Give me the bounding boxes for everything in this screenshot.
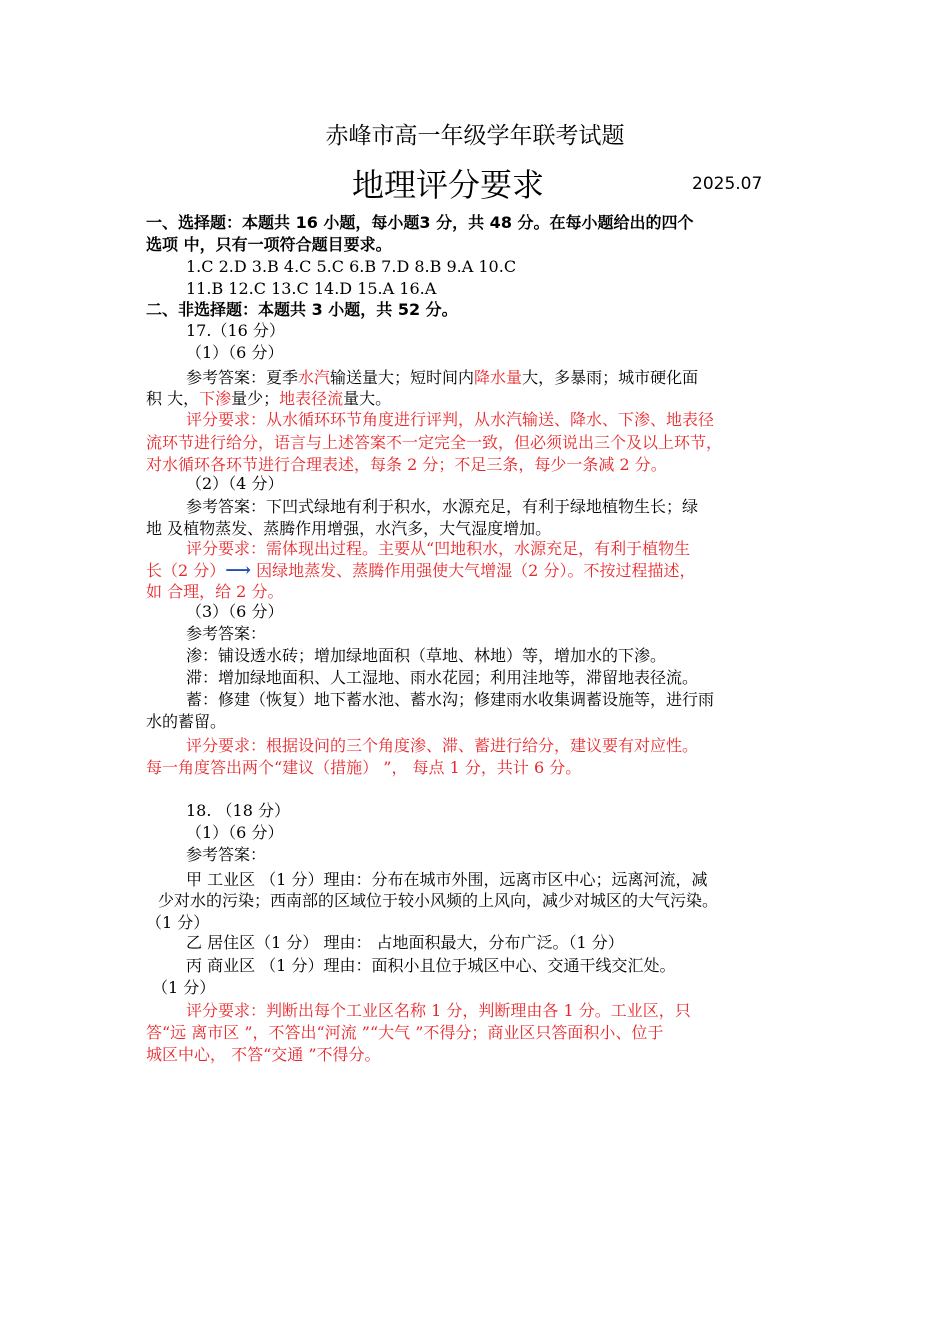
arrow-right-icon: ⟶: [225, 560, 252, 581]
keyword-highlight: 水汽: [298, 368, 331, 387]
exam-title: 赤峰市高一年级学年联考试题: [325, 123, 625, 149]
q17-part1-requirement: 评分要求：从水循环环节角度进行评判，从水汽输送、降水、下渗、地表径: [186, 410, 715, 429]
q17-part3-requirement-cont: 每一角度答出两个“建议（措施） ”， 每点 1 分，共计 6 分。: [146, 758, 582, 777]
q18-answer-yi: 乙 居住区（1 分） 理由： 占地面积最大，分布广泛。（1 分）: [186, 933, 624, 952]
q17-part3-answer-store-cont: 水的蓄留。: [146, 712, 227, 731]
q18-answer-jia: 甲 工业区 （1 分）理由：分布在城市外围，远离市区中心；远离河流，减: [186, 870, 708, 889]
q18-answer-bing-cont: （1 分）: [152, 978, 216, 997]
section2-heading: 二、非选择题：本题共 3 小题，共 52 分。: [146, 300, 458, 319]
q17-part3-answer-store: 蓄：修建（恢复）地下蓄水池、蓄水沟；修建雨水收集调蓄设施等，进行雨: [186, 690, 715, 709]
q18-part1-requirement: 评分要求：判断出每个工业区名称 1 分，判断理由各 1 分。工业区，只: [186, 1001, 691, 1020]
q18-part1-requirement-cont: 答“远 离市区 ”，不答出“河流 ”“大气 ”不得分；商业区只答面积小、位于: [146, 1023, 664, 1042]
q18-part1-label: （1）（6 分）: [186, 823, 284, 842]
q17-part2-label: （2）（4 分）: [186, 474, 284, 493]
answer-text: 大，多暴雨；城市硬化面: [522, 368, 699, 387]
answer-text: 量少；: [231, 389, 280, 408]
q18-answer-bing: 丙 商业区 （1 分）理由：面积小且位于城区中心、交通干线交汇处。: [186, 956, 676, 975]
page-title: 地理评分要求: [352, 166, 545, 204]
q18-part1-requirement-cont: 城区中心， 不答“交通 ”不得分。: [146, 1045, 381, 1064]
q17-part3-answer-retain: 滞：增加绿地面积、人工湿地、雨水花园；利用洼地等，滞留地表径流。: [186, 668, 699, 687]
q17-part1-label: （1）（6 分）: [186, 343, 284, 362]
keyword-highlight: 下渗: [199, 389, 232, 408]
answer-text: 参考答案：夏季: [186, 368, 299, 387]
q17-part3-label: （3）（6 分）: [186, 602, 284, 621]
mc-answers-row-2: 11.B 12.C 13.C 14.D 15.A 16.A: [186, 279, 437, 298]
q17-part1-requirement-cont: 对水循环各环节进行合理表述，每条 2 分；不足三条，每少一条减 2 分。: [146, 455, 667, 474]
q18-part1-answer-label: 参考答案：: [186, 845, 267, 864]
section1-heading-cont: 选项 中，只有一项符合题目要求。: [146, 235, 392, 254]
q17-part2-answer-cont: 地 及植物蒸发、蒸腾作用增强，水汽多，大气湿度增加。: [146, 519, 552, 538]
q17-part2-requirement: 评分要求：需体现出过程。主要从“凹地积水，水源充足，有利于植物生: [186, 539, 691, 558]
keyword-highlight: 降水量: [474, 368, 523, 387]
q17-part1-requirement-cont: 流环节进行给分，语言与上述答案不一定完全一致，但必须说出三个及以上环节，: [146, 433, 723, 452]
keyword-highlight: 地表径流: [279, 389, 344, 408]
requirement-text: 长（2 分）: [146, 561, 226, 580]
q17-part3-requirement: 评分要求：根据设问的三个角度渗、滞、蓄进行给分，建议要有对应性。: [186, 736, 699, 755]
q17-part2-answer: 参考答案：下凹式绿地有利于积水，水源充足，有利于绿地植物生长；绿: [186, 497, 699, 516]
q17-part3-answer-infiltrate: 渗：铺设透水砖；增加绿地面积（草地、林地）等，增加水的下渗。: [186, 646, 667, 665]
answer-text: 积 大，: [146, 389, 200, 408]
q17-part2-requirement-cont: 如 合理，给 2 分。: [146, 582, 284, 601]
q17-part1-answer-cont: [146, 389, 391, 409]
exam-date: 2025.07: [692, 174, 763, 194]
q18-answer-jia-cont: 少对水的污染；西南部的区域位于较小风频的上风向，减少对城区的大气污染。: [158, 891, 719, 910]
q18-title: 18. （18 分）: [186, 801, 290, 820]
requirement-text: 因绿地蒸发、蒸腾作用强使大气增湿（2 分）。不按过程描述，: [251, 561, 696, 580]
q17-title: 17.（16 分）: [186, 321, 285, 340]
answer-text: 输送量大；短时间内: [330, 368, 475, 387]
q17-part1-answer: [186, 368, 698, 388]
q17-part3-answer-label: 参考答案：: [186, 624, 267, 643]
answer-text: 量大。: [343, 389, 392, 408]
q17-part2-requirement-cont: [146, 561, 695, 581]
q18-answer-jia-cont: （1 分）: [146, 913, 210, 932]
mc-answers-row-1: 1.C 2.D 3.B 4.C 5.C 6.B 7.D 8.B 9.A 10.C: [186, 257, 517, 276]
section1-heading: 一、选择题：本题共 16 小题，每小题3 分，共 48 分。在每小题给出的四个: [146, 213, 694, 232]
